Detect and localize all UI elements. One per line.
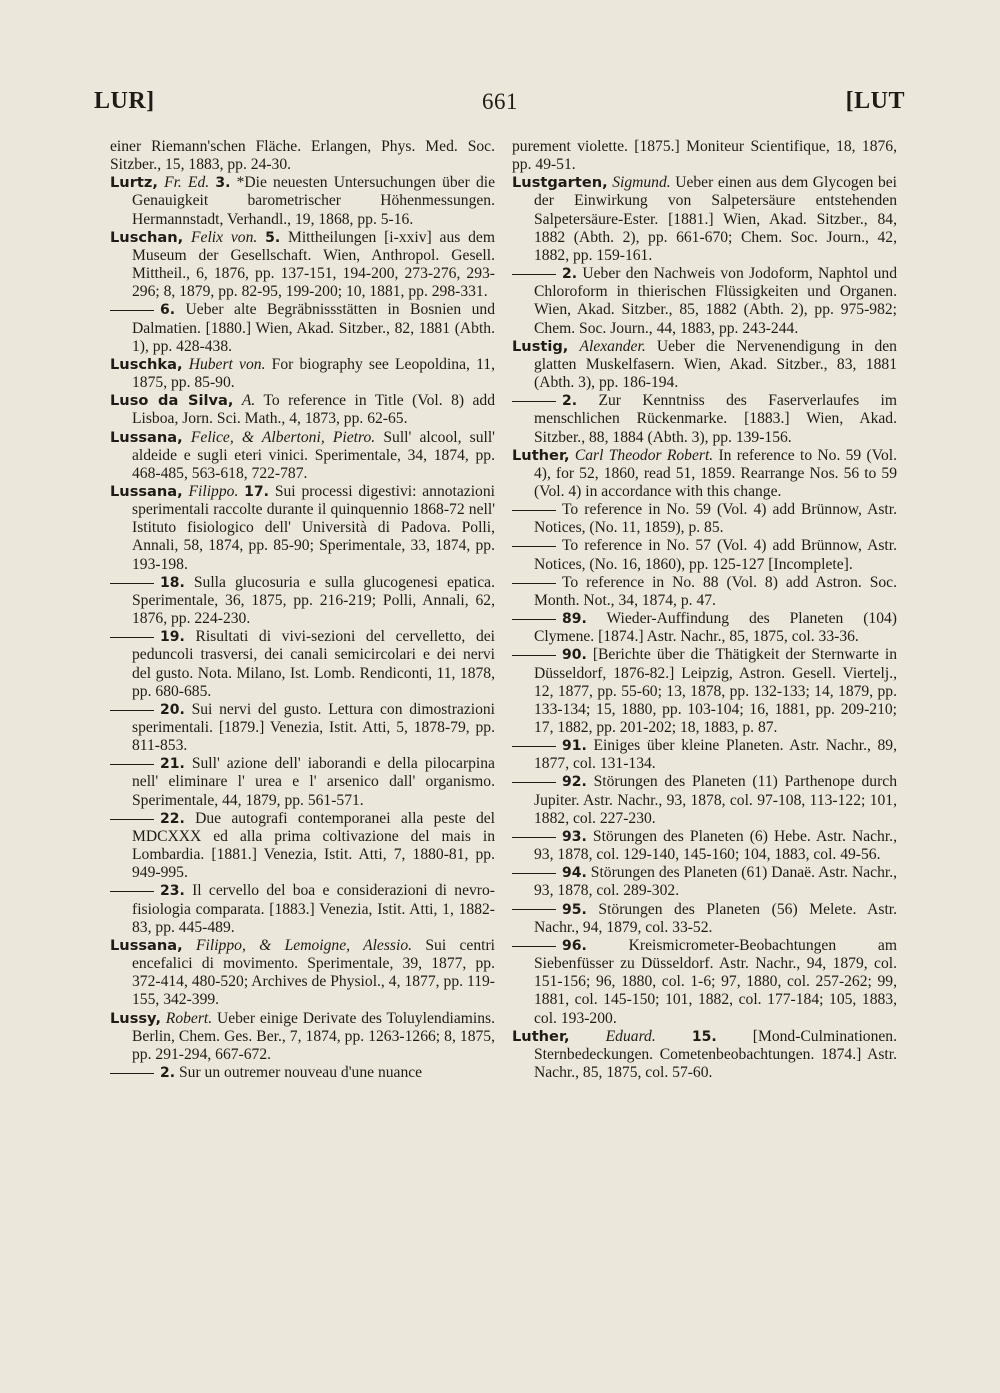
entry-number: 92.	[562, 774, 587, 791]
entry-number: 2.	[160, 1064, 176, 1081]
ditto-rule	[512, 782, 556, 783]
entry-text: Ueber einige Derivate des Toluylendiamins. Berlin, Chem. Ges. Ber., 7, 1874, pp. 1263-1266; 8, 1875, pp. 291-294, 667-672.	[132, 1009, 495, 1063]
ditto-rule	[512, 274, 556, 275]
entry-text: To reference in No. 88 (Vol. 8) add Astron. Soc. Month. Not., 34, 1874, p. 47.	[534, 573, 897, 609]
entry-text: Sui nervi del gusto. Lettura con dimostrazioni sperimentali. [1879.] Venezia, Istit. Atti, 5, 1878-79, pp. 811-853.	[132, 700, 495, 755]
entry-author: Lussana,	[110, 428, 183, 446]
left-column	[110, 138, 495, 1082]
ditto-rule	[110, 310, 154, 311]
entry-text: einer Riemann'schen Fläche. Erlangen, Phys. Med. Soc. Sitzber., 15, 1883, pp. 24-30.	[110, 138, 495, 174]
ditto-rule	[512, 401, 556, 402]
entry-author: Luther,	[512, 1027, 570, 1045]
entry-text: *Die neuesten Untersuchungen über die Genauigkeit barometrischer Höhenmessungen. Hermannstadt, Verhandl., 19, 1868, pp. 5-16.	[132, 174, 495, 228]
bib-entry	[110, 138, 495, 174]
entry-number: 96.	[562, 937, 587, 954]
bib-entry	[110, 174, 495, 228]
bib-entry	[110, 301, 495, 355]
entry-given-name: Fr. Ed.	[164, 174, 210, 192]
bib-entry	[512, 828, 897, 864]
entry-given-name: Felix von.	[191, 228, 258, 246]
entry-text: Sull' alcool, sull' aldeide e sugli eteri vinici. Sperimentale, 34, 1874, pp. 468-485, 563-618, 722-787.	[132, 428, 495, 482]
entry-number: 89.	[562, 611, 587, 628]
entry-text: For biography see Leopoldina, 11, 1875, pp. 85-90.	[132, 355, 496, 392]
bib-entry	[110, 701, 495, 755]
entry-text: To reference in No. 57 (Vol. 4) add Brünnow, Astr. Notices, (No. 16, 1860), pp. 125-127 [Incomplete].	[534, 537, 897, 573]
entry-given-name: Filippo, & Lemoigne, Alessio.	[196, 936, 413, 954]
bib-entry	[512, 574, 897, 610]
page-number: 661	[482, 89, 518, 114]
bib-entry	[512, 138, 897, 174]
bib-entry	[110, 1064, 495, 1082]
entry-number: 17.	[244, 483, 269, 500]
entry-number: 18.	[160, 574, 185, 591]
bib-entry	[110, 574, 495, 628]
entry-number: 15.	[691, 1028, 717, 1045]
entry-number: 2.	[562, 266, 578, 283]
entry-text: Sur un outremer nouveau d'une nuance	[178, 1063, 423, 1081]
bib-entry	[110, 483, 495, 574]
bib-entry	[110, 755, 495, 809]
ditto-rule	[512, 909, 556, 910]
entry-text: Sui centri encefalici di movimento. Sperimentale, 39, 1877, pp. 372-414, 480-520; Archives de Physiol., 4, 1877, pp. 119-155, 342-399.	[132, 936, 495, 1009]
ditto-rule	[512, 746, 556, 747]
entry-number: 90.	[562, 647, 587, 664]
entry-number: 2.	[562, 393, 578, 410]
entry-number: 5.	[265, 229, 281, 246]
bib-entry	[512, 610, 897, 646]
bib-entry	[512, 501, 897, 537]
entry-given-name: Felice, & Albertoni, Pietro.	[190, 428, 376, 446]
bib-entry	[110, 882, 495, 936]
ditto-rule	[512, 583, 556, 584]
ditto-rule	[512, 873, 556, 874]
bib-entry	[110, 392, 495, 428]
bib-entry	[512, 1028, 897, 1082]
entry-author: Lussana,	[110, 936, 183, 954]
ditto-rule	[512, 655, 556, 656]
entry-text: Ueber alte Begräbnissstätten in Bosnien und Dalmatien. [1880.] Wien, Akad. Sitzber., 82, 1881 (Abth. 1), pp. 428-438.	[132, 301, 495, 355]
bib-entry	[512, 537, 897, 573]
entry-author: Luther,	[512, 446, 570, 464]
bib-entry	[110, 356, 495, 392]
entry-text: Kreismicrometer-Beobachtungen am Siebenfüsser zu Düsseldorf. Astr. Nachr., 94, 1879, col. 151-156; 96, 1880, col. 1-6; 97, 1880, col. 257-262; 99, 1881, col. 145-150; 101, 1882, col. 177-184; 105, 1883, col. 193-200.	[534, 936, 897, 1027]
entry-author: Luso da Silva,	[110, 392, 234, 410]
entry-text: Mittheilungen [i-xxiv] aus dem Museum der Gesellschaft. Wien, Anthropol. Gesell. Mittheil., 6, 1876, pp. 137-151, 194-200, 273-276, 293-296; 8, 1879, pp. 82-95, 199-200; 10, 1881, pp. 298-331.	[132, 228, 495, 301]
entry-text: To reference in Title (Vol. 8) add Lisboa, Jorn. Sci. Math., 4, 1873, pp. 62-65.	[132, 392, 496, 428]
bib-entry	[512, 338, 897, 392]
entry-author: Lustig,	[512, 337, 569, 355]
entry-given-name: Hubert von.	[188, 355, 266, 373]
entry-text: Einiges über kleine Planeten. Astr. Nachr., 89, 1877, col. 131-134.	[534, 737, 897, 773]
entry-text: Störungen des Planeten (61) Danaë. Astr. Nachr., 93, 1878, col. 289-302.	[534, 864, 897, 900]
entry-text: Risultati di vivi-sezioni del cervelletto, dei peduncoli trasversi, dei canali semicircolari e dei nervi del gusto. Nota. Milano, Ist. Lomb. Rendiconti, 11, 1878, pp. 680-685.	[132, 628, 495, 700]
right-column	[512, 138, 897, 1082]
bib-entry	[512, 864, 897, 900]
ditto-rule	[110, 891, 154, 892]
entry-number: 20.	[160, 701, 185, 718]
entry-text: Sui processi digestivi: annotazioni sperimentali raccolte durante il quinquennio 1868-72 nell' Istituto fisiologico dell' Università di Padova. Polli, Annali, 58, 1874, pp. 85-90; Sperimentale, 33, 1874, pp. 193-198.	[132, 482, 495, 573]
entry-text: Ueber die Nervenendigung in den glatten Muskelfasern. Wien, Akad. Sitzber., 83, 1881 (Abth. 3), pp. 186-194.	[534, 337, 897, 392]
entry-author: Luschan,	[110, 228, 184, 246]
entry-text: purement violette. [1875.] Moniteur Scientifique, 18, 1876, pp. 49-51.	[512, 138, 897, 174]
bib-entry	[512, 392, 897, 446]
ditto-rule	[512, 946, 556, 947]
entry-given-name: Eduard.	[605, 1027, 656, 1045]
entry-text: Due autografi contemporanei alla peste del MDCXXX ed alla prima coltivazione del mais in Lombardia. [1881.] Venezia, Istit. Atti, 7, 1880-81, pp. 949-995.	[132, 809, 495, 882]
bib-entry	[512, 773, 897, 827]
ditto-rule	[512, 546, 556, 547]
entry-number: 91.	[562, 738, 587, 755]
entry-given-name: Alexander.	[579, 337, 646, 355]
entry-number: 22.	[160, 810, 185, 827]
entry-given-name: A.	[241, 392, 256, 410]
bib-entry	[512, 937, 897, 1028]
bib-entry	[110, 937, 495, 1010]
bib-entry	[512, 646, 897, 737]
entry-text: Il cervello del boa e considerazioni di nevro-fisiologia comparata. [1883.] Venezia, Istit. Atti, 1, 1882-83, pp. 445-489.	[132, 882, 495, 936]
entry-text: Zur Kenntniss des Faserverlaufes im menschlichen Rückenmarke. [1883.] Wien, Akad. Sitzber., 88, 1884 (Abth. 3), pp. 139-156.	[534, 392, 897, 446]
entry-number: 6.	[160, 302, 176, 319]
entry-author: Lussy,	[110, 1009, 161, 1027]
ditto-rule	[512, 510, 556, 511]
entry-number: 95.	[562, 901, 587, 918]
bib-entry	[110, 810, 495, 883]
entry-given-name: Robert.	[165, 1009, 213, 1027]
entry-number: 93.	[562, 828, 587, 845]
running-head-left: LUR]	[94, 88, 155, 114]
entry-author: Lustgarten,	[512, 174, 608, 192]
bib-entry	[110, 429, 495, 483]
entry-text: Sulla glucosuria e sulla glucogenesi epatica. Sperimentale, 36, 1875, pp. 216-219; Polli, Annali, 62, 1876, pp. 224-230.	[132, 573, 495, 628]
entry-number: 21.	[160, 756, 185, 773]
entry-text: In reference to No. 59 (Vol. 4), for 52, 1860, read 51, 1859. Rearrange Nos. 56 to 59 (Vol. 4) in accordance with this change.	[534, 446, 897, 500]
running-head-right: [LUT	[845, 88, 905, 114]
entry-author: Lussana,	[110, 482, 183, 500]
entry-given-name: Sigmund.	[612, 174, 671, 192]
bib-entry	[110, 628, 495, 701]
entry-text: Wieder-Auffindung des Planeten (104) Clymene. [1874.] Astr. Nachr., 85, 1875, col. 33-36.	[534, 610, 897, 646]
entry-text: To reference in No. 59 (Vol. 4) add Brünnow, Astr. Notices, (No. 11, 1859), p. 85.	[534, 501, 897, 537]
ditto-rule	[512, 837, 556, 838]
ditto-rule	[110, 710, 154, 711]
ditto-rule	[110, 764, 154, 765]
entry-author: Luschka,	[110, 355, 183, 373]
entry-number: 23.	[160, 883, 185, 900]
ditto-rule	[512, 619, 556, 620]
ditto-rule	[110, 583, 154, 584]
entry-text: [Berichte über die Thätigkeit der Sternwarte in Düsseldorf, 1876-82.] Leipzig, Astron. Gesell. Viertelj., 12, 1877, pp. 55-60; 13, 1878, pp. 132-133; 14, 1879, pp. 133-134; 15, 1880, pp. 103-104; 16, 1881, pp. 209-210; 17, 1882, pp. 201-202; 18, 1883, p. 87.	[534, 646, 897, 736]
bib-entry	[512, 174, 897, 265]
entry-text: [Mond-Culminationen. Sternbedeckungen. Cometenbeobachtungen. 1874.] Astr. Nachr., 85, 1875, col. 57-60.	[534, 1027, 897, 1081]
bib-entry	[110, 229, 495, 302]
bib-entry	[110, 1010, 495, 1064]
entry-given-name: Carl Theodor Robert.	[574, 446, 714, 464]
entry-text: Störungen des Planeten (6) Hebe. Astr. Nachr., 93, 1878, col. 129-140, 145-160; 104, 1883, col. 49-56.	[534, 827, 897, 864]
bib-entry	[512, 265, 897, 338]
entry-number: 94.	[562, 865, 587, 882]
entry-text: Ueber einen aus dem Glycogen bei der Einwirkung von Salpetersäure entstehenden Salpetersäure-Ester. [1881.] Wien, Akad. Sitzber., 84, 1882 (Abth. 2), pp. 661-670; Chem. Soc. Journ., 42, 1882, pp. 159-161.	[534, 174, 897, 264]
bib-entry	[512, 447, 897, 501]
bib-entry	[512, 901, 897, 937]
ditto-rule	[110, 819, 154, 820]
entry-text: Störungen des Planeten (56) Melete. Astr. Nachr., 94, 1879, col. 33-52.	[534, 900, 898, 936]
entry-author: Lurtz,	[110, 174, 158, 192]
entry-text: Störungen des Planeten (11) Parthenope durch Jupiter. Astr. Nachr., 93, 1878, col. 97-108, 113-122; 101, 1882, col. 227-230.	[534, 773, 897, 827]
entry-number: 3.	[215, 175, 231, 192]
entry-text: Ueber den Nachweis von Jodoform, Naphtol und Chloroform in thierischen Flüssigkeiten und Organen. Wien, Akad. Sitzber., 85, 1882 (Abth. 2), pp. 975-982; Chem. Soc. Journ., 44, 1883, pp. 243-244.	[534, 265, 897, 337]
entry-given-name: Filippo.	[188, 482, 239, 500]
entry-number: 19.	[160, 629, 185, 646]
ditto-rule	[110, 637, 154, 638]
ditto-rule	[110, 1073, 154, 1074]
bib-entry	[512, 737, 897, 773]
entry-text: Sull' azione dell' iaborandi e della pilocarpina nell' eliminare l' urea e l' arsenico dall' organismo. Sperimentale, 44, 1879, pp. 561-571.	[132, 755, 495, 809]
